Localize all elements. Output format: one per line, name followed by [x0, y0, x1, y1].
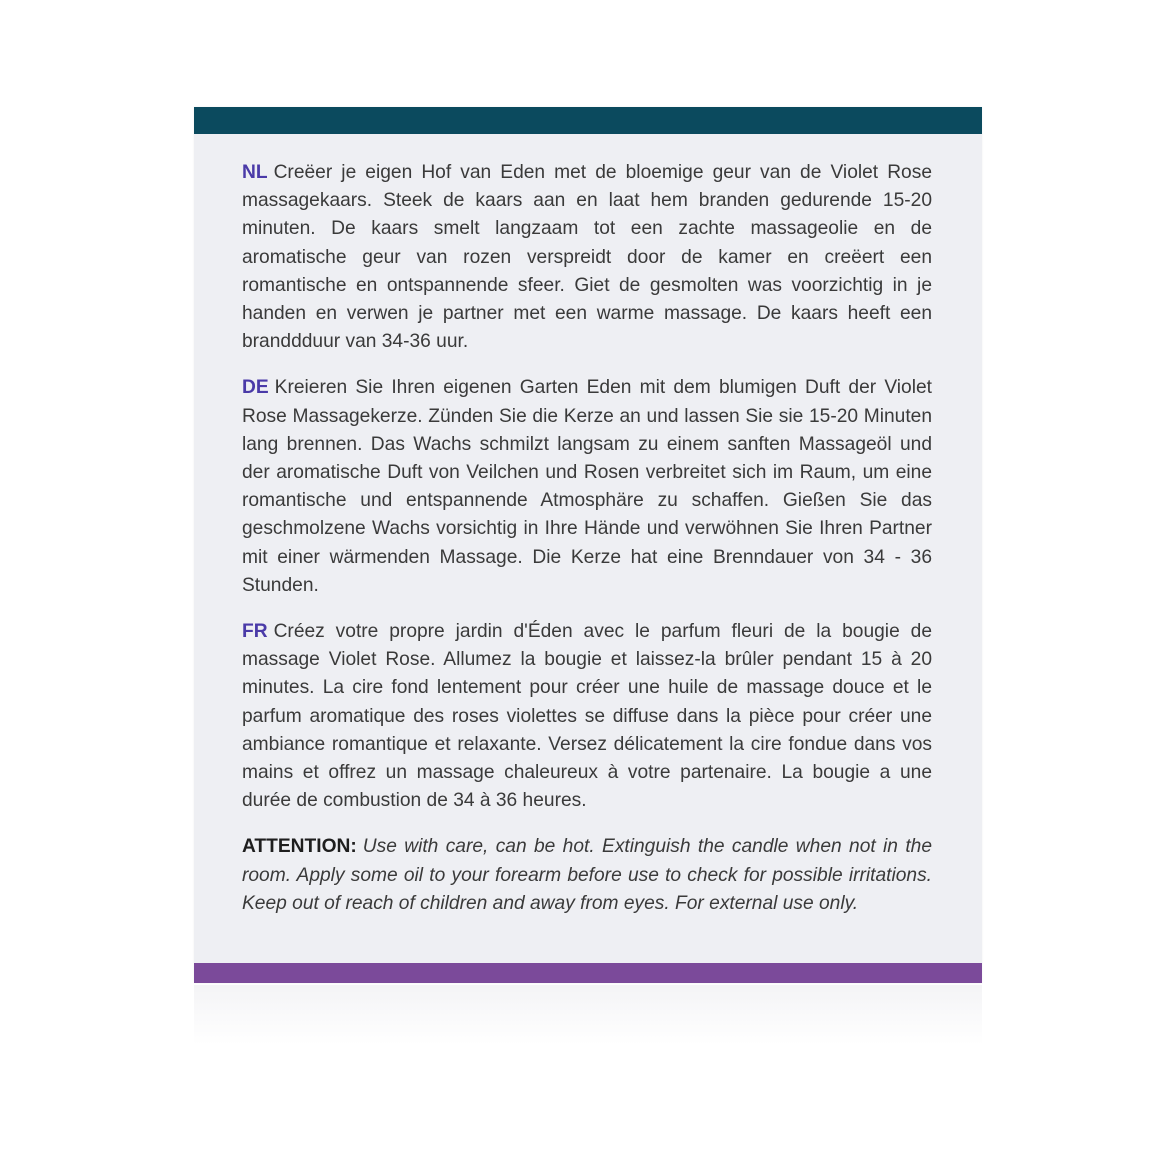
text-de: Kreieren Sie Ihren eigenen Garten Eden mit dem blumigen Duft der Violet Rose Massagekerze. Zünden Sie die Kerze an und lassen Sie sie 15-20 Minuten lang brennen. Das Wachs schmilzt langsam zu einem sanften Massageöl und der aromatische Duft von Veilchen und Rosen verbreitet sich im Raum, um eine romantische und entspannende Atmosphäre zu schaffen. Gießen Sie das geschmolzene Wachs vorsichtig in Ihre Hände und verwöhnen Sie Ihren Partner mit einer wärmenden Massage. Die Kerze hat eine Brenndauer von 34 - 36 Stunden.	[242, 377, 932, 596]
paragraph-de	[242, 374, 932, 600]
attention-label: ATTENTION:	[242, 836, 357, 858]
lang-code-fr: FR	[242, 621, 268, 643]
lang-code-de: DE	[242, 377, 269, 399]
paragraph-nl	[242, 159, 932, 356]
paragraph-fr	[242, 618, 932, 815]
text-nl: Creëer je eigen Hof van Eden met de bloemige geur van de Violet Rose massagekaars. Steek de kaars aan en laat hem branden gedurende 15-20 minuten. De kaars smelt langzaam tot een zachte massageolie en de aromatische geur van rozen verspreidt door de kamer en creëert een romantische en ontspannende sfeer. Giet de gesmolten was voorzichtig in je handen en verwen je partner met een warme massage. De kaars heeft een branddduur van 34-36 uur.	[242, 162, 932, 353]
card-reflection	[194, 985, 982, 1045]
paragraph-attention	[242, 833, 932, 918]
attention-text: Use with care, can be hot. Extinguish the candle when not in the room. Apply some oil to your forearm before use to check for possible irritations. Keep out of reach of children and away from eyes. For external use only.	[242, 836, 932, 914]
bottom-color-bar	[194, 963, 982, 983]
instruction-card	[194, 107, 982, 983]
card-content	[242, 159, 932, 936]
text-fr: Créez votre propre jardin d'Éden avec le parfum fleuri de la bougie de massage Violet Rose. Allumez la bougie et laissez-la brûler pendant 15 à 20 minutes. La cire fond lentement pour créer une huile de massage douce et le parfum aromatique des roses violettes se diffuse dans la pièce pour créer une ambiance romantique et relaxante. Versez délicatement la cire fondue dans vos mains et offrez un massage chaleureux à votre partenaire. La bougie a une durée de combustion de 34 à 36 heures.	[242, 621, 932, 812]
lang-code-nl: NL	[242, 162, 268, 183]
top-color-bar	[194, 107, 982, 134]
